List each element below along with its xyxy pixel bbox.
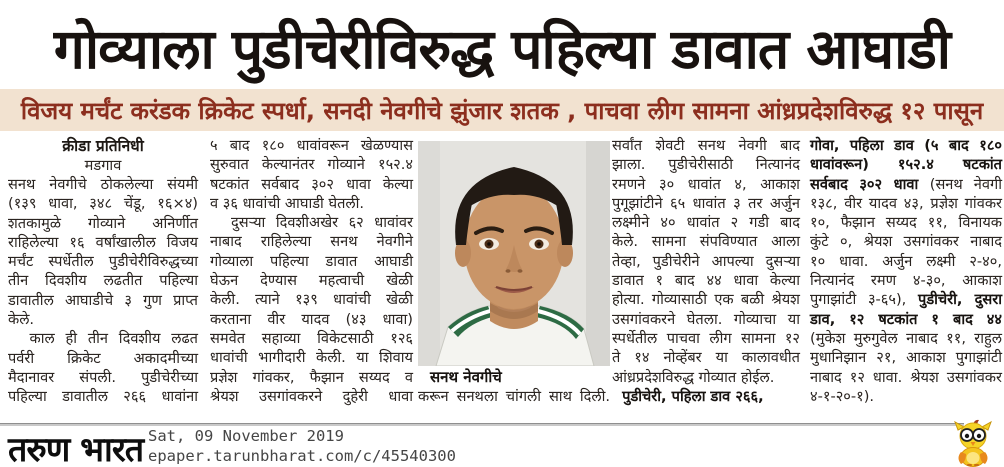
article-line: ५ बाद १८० धावांवरून खेळण्यास [210,137,413,154]
article-line: नित्यानंद रमण ४-३०, आकाश [810,272,1002,290]
article-line: करताना वीर यादव (४३ धावा) [210,310,413,328]
article-line: आंध्रप्रदेशविरुद्ध गोव्यात होईल. [612,368,775,386]
article-line: गोवा, पहिला डाव (५ बाद १८० [810,137,1002,154]
article-line: षटकांत सर्वबाद ३०२ धावा केल्या [210,175,413,193]
article-line: मर्चंट स्पर्धेतील पुडीचेरीविरुद्धच्या [8,253,198,271]
article-line: पहिल्या डावातील २६६ धावांना [8,388,198,406]
article-column-4 [612,136,800,418]
article-line: केले. सामना संपविण्यात आला [612,233,800,251]
article-line: घेऊन देण्यास महत्वाची खेळी [210,272,413,290]
article-line: मुधानिझान २१, आकाश पुगाझांटी [810,349,1002,367]
article-line: शतकामुळे गोव्याने अनिर्णीत [8,214,198,232]
article-line: सर्वबाद ३०२ धावा (सनथ नेवगी [810,175,1002,193]
article-line: १३८, वीर यादव ४३, प्रज्ञेश गांवकर [810,194,1002,212]
article-column-1 [8,136,198,418]
article-line: ४-१-२०-१). [810,387,875,405]
owl-mascot-icon [944,418,1002,467]
article-line: (मुकेश मुरुगुवेल नाबाद ११, राहुल [810,329,1002,347]
article-line: दुसऱ्या दिवशीअखेर ६२ धावांवर [210,214,413,232]
article-line: डावात १ बाद ४४ धावा केल्या [612,272,800,290]
article-column-photo [418,136,610,418]
article-line: पर्वरी क्रिकेट अकादमीच्या [8,349,198,367]
newspaper-logo: तरुण भारत [8,430,144,467]
byline: क्रीडा प्रतिनिधी [62,137,144,155]
article-line: श्रेयश उसगांवकरने दुहेरी धावा [210,387,413,405]
article-line: पुगूझांटीने ६५ धावांत ३ तर अर्जुन [612,194,800,212]
article-line: व ३६ धावांची आघाडी घेतली. [210,194,365,212]
article-line: केले. [8,311,35,329]
article-line: सर्वांत शेवटी सनथ नेवगी बाद [612,137,800,154]
dateline: मडगाव [84,157,122,174]
article-line: तेव्हा, पुडीचेरीने आपल्या दुसऱ्या [612,252,800,270]
article-headline: गोव्याला पुडीचेरीविरुद्ध पहिल्या डावात आघाडी [53,16,951,81]
article-line: रमणने ३० धावांत ४, आकाश [612,175,800,193]
photo-caption-continuation: करून सनथला चांगली साथ दिली. [418,388,610,405]
article-line: पुडीचेरी, पहिला डाव २६६, [612,387,764,405]
article-subheadline: विजय मर्चंट करंडक क्रिकेट स्पर्धा, सनदी नेवगीचे झुंजार शतक , पाचवा लीग सामना आंध्रप्रदेशविरुद्ध १२ पासून [0,89,1004,131]
article-line: उसगांवकरने घेतला. गोव्याचा या [612,310,800,328]
article-column-2 [210,136,413,418]
footer-meta [148,426,456,466]
article-line: होत्या. गोव्यासाठी एक बळी श्रेयश [612,291,800,309]
column-5-text [810,136,1002,406]
article-line: स्पर्धेतील पाचवा लीग सामना १२ [612,329,800,347]
column-4-text [612,136,800,406]
article-line: नाबाद राहिलेल्या सनथ नेवगीने [210,233,413,251]
article-line: डावातील आघाडीचे ३ गुण प्राप्त [8,291,198,309]
article-line: झाला. पुडीचेरीसाठी नित्यानंद [612,156,800,174]
article-column-scorecard [810,136,1002,418]
article-line: १०, फैझान सय्यद ११, विनायक [810,214,1002,232]
article-line: सनथ नेवगीचे ठोकलेल्या संयमी [8,176,198,193]
article-line: राहिलेल्या १६ वर्षांखालील विजय [8,233,198,251]
article-line: प्रज्ञेश गांवकर, फैझान सय्यद व [210,368,413,386]
footer-url: epaper.tarunbharat.com/c/45540300 [148,447,456,465]
article-line: काल ही तीन दिवशीय लढत [8,330,198,348]
column-1-text [8,175,198,407]
article-line: समवेत सहाव्या विकेटसाठी १२६ [210,329,413,347]
player-photo [418,141,610,366]
photo-caption: सनथ नेवगीचे [430,368,502,386]
article-line: पुगाझांटी ३-६५), पुडीचेरी, दुसरा [810,291,1002,309]
footer-divider [0,423,964,426]
article-line: तीन दिवशीय लढतीत पहिल्या [8,272,198,290]
article-line: लक्ष्मीने ४० धावांत २ गडी बाद [612,214,800,232]
article-line: धावांची भागीदारी केली. या शिवाय [210,349,413,367]
column-2-text [210,136,413,406]
article-line: सुरुवात केल्यानंतर गोव्याने १५२.४ [210,156,413,174]
article-line: ते १४ नोव्हेंबर या कालावधीत [612,349,800,367]
article-line: नाबाद १२ धावा. श्रेयश उसगांवकर [810,368,1002,386]
article-line: केली. त्याने १३९ धावांची खेळी [210,291,413,309]
article-line: (१३९ धावा, ३४८ चेंडू, १६×४) [8,195,198,213]
footer-date: Sat, 09 November 2019 [148,427,344,445]
article-line: कुंटे ०, श्रेयश उसगांवकर नाबाद [810,233,1002,251]
article-line: मैदानावर संपली. पुडीचेरीच्या [8,368,198,386]
article-line: डाव, १२ षटकांत १ बाद ४४ [810,310,1002,328]
article-line: १० धावा. अर्जुन लक्ष्मी २-४०, [810,252,1002,270]
article-line: धावांवरून) १५२.४ षटकांत [810,156,1002,174]
article-line: गोव्याला पहिल्या डावात आघाडी [210,252,413,270]
